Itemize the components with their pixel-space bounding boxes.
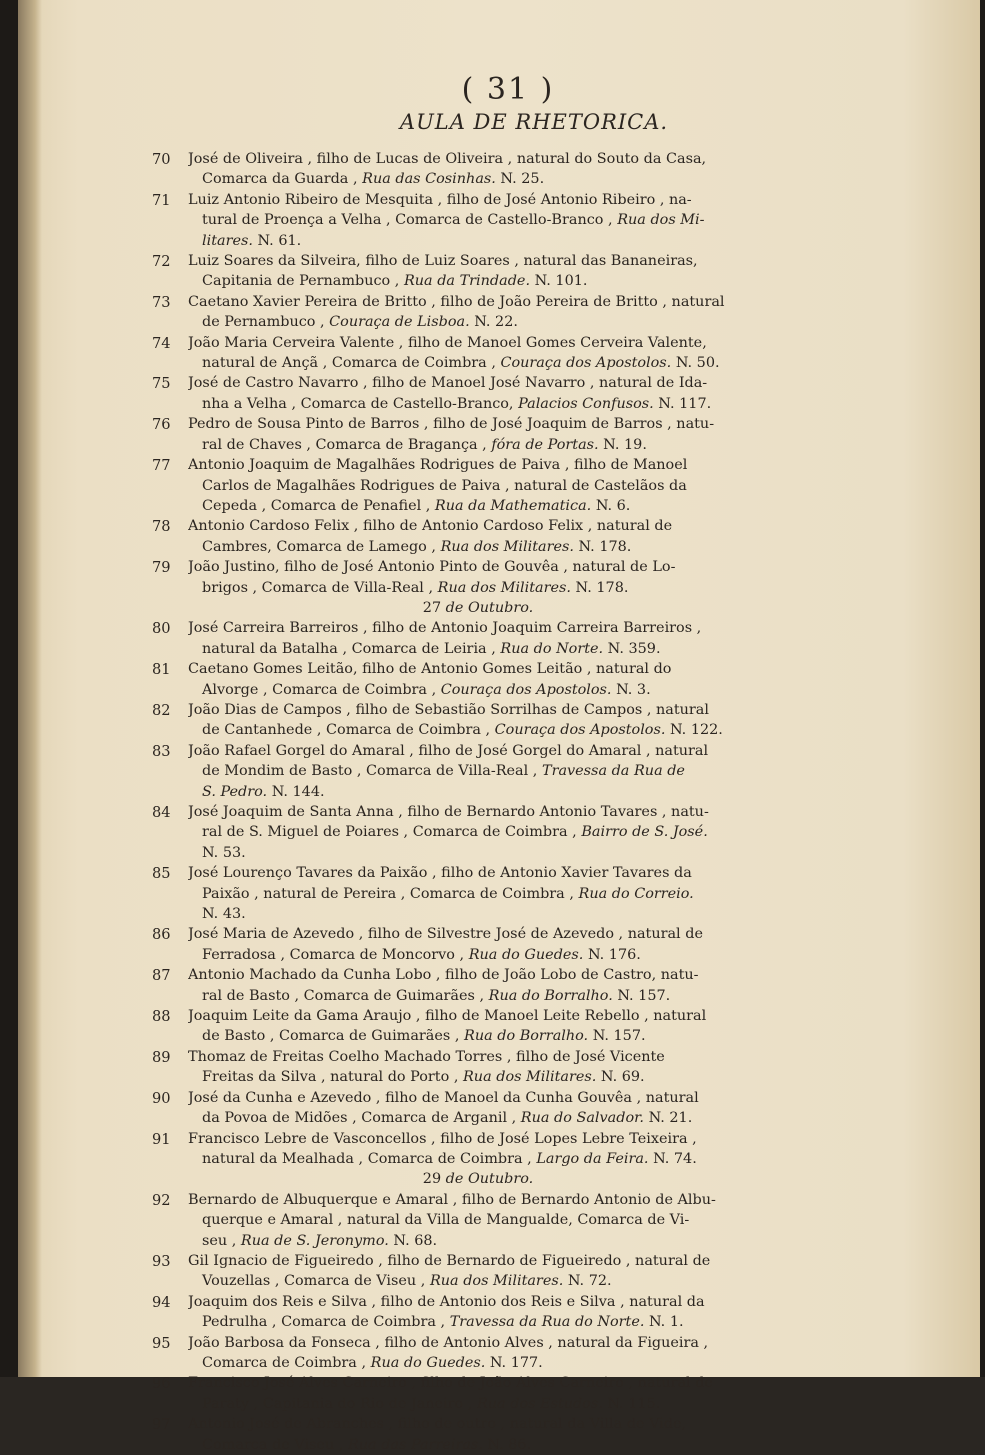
entry-text: N. 157. <box>588 1028 646 1045</box>
entry-line <box>188 292 744 312</box>
register-entry <box>152 1190 744 1251</box>
entry-line <box>188 353 744 373</box>
entry-text: Alvorge , Comarca de Coimbra , <box>202 681 441 698</box>
street-address: Rua dos Militares. <box>429 1273 564 1290</box>
entry-number: 94 <box>152 1293 171 1311</box>
entry-number: 88 <box>152 1008 171 1026</box>
register-entry <box>152 863 744 924</box>
entry-line <box>188 312 744 332</box>
entry-text: João Barbosa da Fonseca , filho de Antonio Alves , natural da Figueira , <box>188 1334 709 1351</box>
entry-number: 76 <box>152 416 171 434</box>
entry-text: Thomaz de Freitas Coelho Machado Torres , filho de José Vicente <box>188 1048 665 1065</box>
entry-text: João Rafael Gorgel do Amaral , filho de José Gorgel do Amaral , natural <box>188 742 709 759</box>
entry-text: N. 178. <box>573 538 632 555</box>
street-address: Rua do Borralho. <box>463 1028 589 1045</box>
entry-line <box>188 435 744 455</box>
section-title: AULA DE RHETORICA. <box>399 110 669 134</box>
register-entries <box>152 149 744 1455</box>
entry-line <box>188 394 744 414</box>
entry-line <box>188 680 744 700</box>
register-entry <box>152 741 744 802</box>
entry-text: Bernardo de Albuquerque e Amaral , filho de Bernardo Antonio de Albu- <box>188 1191 716 1208</box>
street-address: Rua do Guedes. <box>468 946 584 963</box>
register-entry <box>152 1047 744 1088</box>
entry-text: nha a Velha , Comarca de Castello-Branco, <box>202 395 519 412</box>
entry-text: N. 144. <box>267 783 325 800</box>
register-entry <box>152 1251 744 1292</box>
entry-number: 81 <box>152 661 171 679</box>
entry-text: tural de Proença a Velha , Comarca de Castello-Branco , <box>202 212 618 229</box>
street-address: Rua do Salvador. <box>520 1110 644 1127</box>
entry-line <box>188 1149 744 1169</box>
entry-line <box>188 884 744 904</box>
entry-text: Joaquim Leite da Gama Araujo , filho de Manoel Leite Rebello , natural <box>188 1008 707 1025</box>
entry-line <box>188 639 744 659</box>
register-entry <box>152 1373 744 1414</box>
entry-text: natural de Ançã , Comarca de Coimbra , <box>202 355 501 372</box>
entry-number: 87 <box>152 967 171 985</box>
entry-line <box>188 516 744 536</box>
entry-number: 96 <box>152 1375 171 1393</box>
date-month: de Outubro. <box>441 1171 534 1188</box>
entry-number: 73 <box>152 293 171 311</box>
entry-line <box>188 1271 744 1291</box>
entry-text: José Lourenço Tavares da Paixão , filho de Antonio Xavier Tavares da <box>188 865 692 882</box>
street-address: litares. <box>202 232 253 249</box>
register-entry <box>152 333 744 374</box>
register-entry <box>152 1414 744 1455</box>
entry-text: N. 68. <box>388 1232 438 1249</box>
entry-line <box>188 1047 744 1067</box>
entry-text: N. 177. <box>485 1354 543 1371</box>
street-address: Couraça dos Apostolos. <box>440 681 612 698</box>
entry-text: Pedrulha , Comarca de Coimbra , <box>202 1314 450 1331</box>
street-address: Rua dos Estudos. <box>476 1395 603 1412</box>
register-entry <box>152 373 744 414</box>
entry-text: Cepeda , Comarca de Penafiel , <box>202 497 435 514</box>
entry-text: José Joaquim de Santa Anna , filho de Bernardo Antonio Tavares , natu- <box>188 804 709 820</box>
register-entry <box>152 414 744 455</box>
entry-text: Ferradosa , Comarca de Moncorvo , <box>202 946 469 963</box>
street-address: Travessa da Rua de <box>541 763 685 780</box>
entry-text: Comarca de Viseu , <box>202 1436 348 1453</box>
entry-text: Carlos de Magalhães Rodrigues de Paiva , natural de Castelãos da <box>202 477 687 494</box>
entry-text: brigos , Comarca de Villa-Real , <box>202 579 438 596</box>
entry-text: Gil Ignacio de Figueiredo , filho de Bernardo de Figueiredo , natural de <box>188 1252 711 1269</box>
entry-text: N. 19. <box>598 436 647 453</box>
entry-text: N. 157. <box>612 987 671 1004</box>
entry-line <box>188 822 744 842</box>
entry-text: José de Oliveira , filho de Lucas de Oliveira , natural do Souto da Casa, <box>188 151 707 167</box>
entry-text: Antonio José de Abranches , filho de outro , natural da Villa de Vide, <box>188 1416 687 1433</box>
street-address: Rua do Norte. <box>500 640 604 657</box>
register-entry <box>152 455 744 516</box>
entry-line <box>188 210 744 230</box>
entry-line <box>188 802 744 822</box>
entry-line <box>188 1394 744 1414</box>
street-address: S. Pedro. <box>202 783 268 800</box>
register-entry <box>152 149 744 190</box>
entry-text: N. 101. <box>530 273 588 290</box>
register-entry <box>152 1292 744 1333</box>
entry-line <box>188 251 744 271</box>
street-address: fóra de Portas. <box>491 436 599 453</box>
entry-line <box>188 476 744 496</box>
entry-number: 90 <box>152 1089 171 1107</box>
entry-number: 84 <box>152 804 171 821</box>
entry-line <box>188 231 744 251</box>
entry-line <box>188 761 744 781</box>
entry-number: 72 <box>152 253 171 271</box>
entry-text: N. 86. <box>482 1436 532 1453</box>
entry-text: ral de Basto , Comarca de Guimarães , <box>202 987 489 1004</box>
entry-text: N. 178. <box>570 579 629 596</box>
entry-text: Antonio Joaquim de Magalhães Rodrigues de Paiva , filho de Manoel <box>188 457 688 474</box>
entry-text: ral de S. Miguel de Poiares , Comarca de Coimbra , <box>202 824 582 841</box>
entry-line <box>188 986 744 1006</box>
entry-number: 74 <box>152 334 171 352</box>
entry-line <box>188 1067 744 1087</box>
entry-text: N. 43. <box>202 906 246 923</box>
date-heading <box>152 1169 744 1189</box>
entry-line <box>188 863 744 883</box>
entry-number: 70 <box>152 151 171 168</box>
street-address: Rua dos Militares. <box>437 579 571 596</box>
entry-text: N. 61. <box>252 232 302 249</box>
entry-text: Comarca da Guarda , <box>202 171 363 188</box>
entry-line <box>188 1026 744 1046</box>
page-gutter-shadow <box>18 0 42 1377</box>
entry-number: 85 <box>152 865 171 883</box>
entry-line <box>188 271 744 291</box>
street-address: Rua das Parreiras. <box>347 1436 483 1453</box>
entry-number: 86 <box>152 926 171 944</box>
entry-line <box>188 1251 744 1271</box>
street-address: Largo da Feira. <box>536 1150 649 1167</box>
street-address: Rua dos Militares. <box>440 538 574 555</box>
entry-line <box>188 1006 744 1026</box>
entry-text: N. 22. <box>469 314 518 331</box>
register-entry <box>152 190 744 251</box>
entry-text: N. 53. <box>202 844 246 861</box>
register-entry <box>152 516 744 557</box>
entry-line <box>188 659 744 679</box>
entry-text: N. 72. <box>563 1273 612 1290</box>
entry-line <box>188 1414 744 1434</box>
entry-number: 78 <box>152 518 171 536</box>
entry-line <box>188 333 744 353</box>
register-entry <box>152 557 744 598</box>
entry-text: Antonio Machado da Cunha Lobo , filho de João Lobo de Castro, natu- <box>188 967 699 984</box>
register-entry <box>152 1333 744 1374</box>
entry-text: Luiz Antonio Ribeiro de Mesquita , filho de José Antonio Ribeiro , na- <box>188 191 692 208</box>
street-address: Rua do Borralho. <box>488 987 613 1004</box>
entry-line <box>188 190 744 210</box>
entry-text: N. 21. <box>644 1110 693 1127</box>
register-entry <box>152 1129 744 1170</box>
street-address: Rua dos Mi- <box>617 212 705 229</box>
entry-line <box>188 578 744 598</box>
entry-text: Caetano Xavier Pereira de Britto , filho de João Pereira de Britto , natural <box>188 293 725 310</box>
entry-line <box>188 1353 744 1373</box>
entry-number: 92 <box>152 1191 171 1209</box>
entry-line <box>188 149 744 169</box>
date-heading <box>152 598 744 618</box>
entry-number: 91 <box>152 1130 171 1148</box>
entry-line <box>188 720 744 740</box>
page-header <box>18 72 980 134</box>
entry-text: querque e Amaral , natural da Villa de Mangualde, Comarca de Vi- <box>202 1212 690 1229</box>
entry-text: Antonio Cardoso Felix , filho de Antonio Cardoso Felix , natural de <box>188 518 673 535</box>
register-entry <box>152 965 744 1006</box>
entry-text: natural da Batalha , Comarca de Leiria , <box>202 640 501 657</box>
page-number: ( 31 ) <box>461 72 555 107</box>
entry-line <box>188 1210 744 1230</box>
entry-line <box>188 1129 744 1149</box>
entry-line <box>188 1435 744 1455</box>
street-address: Rua da Mathematica. <box>434 497 592 514</box>
entry-text: Paraty , Capitania do Rio de Janeiro , <box>202 1395 477 1412</box>
register-entry <box>152 251 744 292</box>
entry-line <box>188 455 744 475</box>
entry-text: João Maria Cerveira Valente , filho de Manoel Gomes Cerveira Valente, <box>188 334 707 351</box>
entry-number: 97 <box>152 1416 171 1434</box>
street-address: Couraça dos Apostolos. <box>500 355 672 372</box>
entry-number: 79 <box>152 559 171 577</box>
entry-text: seu , <box>202 1232 241 1249</box>
entry-text: N. 122. <box>665 722 723 739</box>
entry-text: João Dias de Campos , filho de Sebastião Sorrilhas de Campos , natural <box>188 701 709 718</box>
entry-text: Luiz Soares da Silveira, filho de Luiz Soares , natural das Bananeiras, <box>188 253 698 270</box>
entry-number: 77 <box>152 457 171 475</box>
register-entry <box>152 618 744 659</box>
entry-number: 83 <box>152 742 171 760</box>
date-day: 27 <box>422 599 442 616</box>
street-address: Couraça dos Apostolos. <box>494 722 666 739</box>
street-address: Travessa da Rua do Norte. <box>449 1314 645 1331</box>
entry-text: Francisco José Alves Carneiro , filho de João Alves Carneiro , natural de <box>188 1375 713 1392</box>
street-address: Rua das Cosinhas. <box>362 171 496 188</box>
entry-text: natural da Mealhada , Comarca de Coimbra , <box>202 1150 537 1167</box>
entry-text: Francisco Lebre de Vasconcellos , filho de José Lopes Lebre Teixeira , <box>188 1130 697 1147</box>
street-address: Rua dos Militares. <box>462 1069 597 1086</box>
entry-line <box>188 496 744 516</box>
entry-line <box>188 1312 744 1332</box>
entry-line <box>188 843 744 863</box>
entry-number: 89 <box>152 1048 171 1066</box>
entry-line <box>188 945 744 965</box>
entry-line <box>188 1292 744 1312</box>
entry-text: N. 6. <box>591 497 631 514</box>
entry-line <box>188 782 744 802</box>
street-address: Rua do Correio. <box>578 885 694 902</box>
entry-text: Freitas da Silva , natural do Porto , <box>202 1069 463 1086</box>
entry-line <box>188 1333 744 1353</box>
entry-text: N. 115. <box>602 1395 661 1412</box>
entry-text: N. 74. <box>648 1150 697 1167</box>
entry-number: 95 <box>152 1334 171 1352</box>
register-entry <box>152 802 744 863</box>
entry-text: José Carreira Barreiros , filho de Antonio Joaquim Carreira Barreiros , <box>188 620 702 637</box>
entry-text: N. 359. <box>603 640 661 657</box>
entry-line <box>188 557 744 577</box>
entry-text: ral de Chaves , Comarca de Bragança , <box>202 436 492 453</box>
entry-text: N. 176. <box>583 946 641 963</box>
entry-text: de Basto , Comarca de Guimarães , <box>202 1028 464 1045</box>
entry-text: Joaquim dos Reis e Silva , filho de Antonio dos Reis e Silva , natural da <box>188 1293 705 1310</box>
entry-text: N. 3. <box>611 681 651 698</box>
entry-line <box>188 169 744 189</box>
entry-line <box>188 700 744 720</box>
entry-text: da Povoa de Midões , Comarca de Arganil , <box>202 1110 521 1127</box>
entry-text: N. 117. <box>653 395 712 412</box>
street-address: Palacios Confusos. <box>518 395 654 412</box>
register-entry <box>152 659 744 700</box>
entry-text: N. 1. <box>644 1314 684 1331</box>
register-entry <box>152 1088 744 1129</box>
entry-text: de Mondim de Basto , Comarca de Villa-Real , <box>202 763 542 780</box>
date-month: de Outubro. <box>441 599 534 616</box>
register-entry <box>152 700 744 741</box>
date-day: 29 <box>422 1171 442 1188</box>
entry-number: 75 <box>152 375 171 393</box>
street-address: Rua do Guedes. <box>370 1354 486 1371</box>
entry-line <box>188 618 744 638</box>
entry-text: Vouzellas , Comarca de Viseu , <box>202 1273 430 1290</box>
entry-text: João Justino, filho de José Antonio Pinto de Gouvêa , natural de Lo- <box>188 559 676 576</box>
entry-line <box>188 924 744 944</box>
entry-number: 93 <box>152 1252 171 1270</box>
entry-line <box>188 1231 744 1251</box>
entry-line <box>188 904 744 924</box>
entry-line <box>188 373 744 393</box>
entry-line <box>188 965 744 985</box>
entry-text: Capitania de Pernambuco , <box>202 273 404 290</box>
entry-text: de Cantanhede , Comarca de Coimbra , <box>202 722 495 739</box>
entry-line <box>188 537 744 557</box>
entry-text: N. 50. <box>671 355 720 372</box>
entry-line <box>188 741 744 761</box>
street-address: Rua da Trindade. <box>403 273 531 290</box>
entry-text: Comarca de Coimbra , <box>202 1354 371 1371</box>
entry-line <box>188 1088 744 1108</box>
street-address: Bairro de S. José. <box>581 824 708 841</box>
register-entry <box>152 924 744 965</box>
register-entry <box>152 292 744 333</box>
street-address: Rua de S. Jeronymo. <box>240 1232 389 1249</box>
entry-number: 82 <box>152 701 171 719</box>
entry-text: Pedro de Sousa Pinto de Barros , filho de José Joaquim de Barros , natu- <box>188 416 715 433</box>
entry-text: N. 25. <box>495 171 545 188</box>
street-address: Couraça de Lisboa. <box>329 314 470 331</box>
entry-text: Cambres, Comarca de Lamego , <box>202 538 441 555</box>
register-entry <box>152 1006 744 1047</box>
entry-line <box>188 1190 744 1210</box>
entry-line <box>188 1373 744 1393</box>
entry-text: José da Cunha e Azevedo , filho de Manoel da Cunha Gouvêa , natural <box>188 1089 699 1106</box>
entry-number: 80 <box>152 620 171 638</box>
entry-number: 71 <box>152 191 171 209</box>
entry-text: Paixão , natural de Pereira , Comarca de Coimbra , <box>202 885 579 902</box>
entry-text: José Maria de Azevedo , filho de Silvestre José de Azevedo , natural de <box>188 926 703 943</box>
entry-text: N. 69. <box>596 1069 645 1086</box>
entry-line <box>188 1108 744 1128</box>
entry-line <box>188 414 744 434</box>
entry-text: Caetano Gomes Leitão, filho de Antonio Gomes Leitão , natural do <box>188 661 672 678</box>
entry-text: de Pernambuco , <box>202 314 330 331</box>
entry-text: José de Castro Navarro , filho de Manoel José Navarro , natural de Ida- <box>188 375 708 392</box>
